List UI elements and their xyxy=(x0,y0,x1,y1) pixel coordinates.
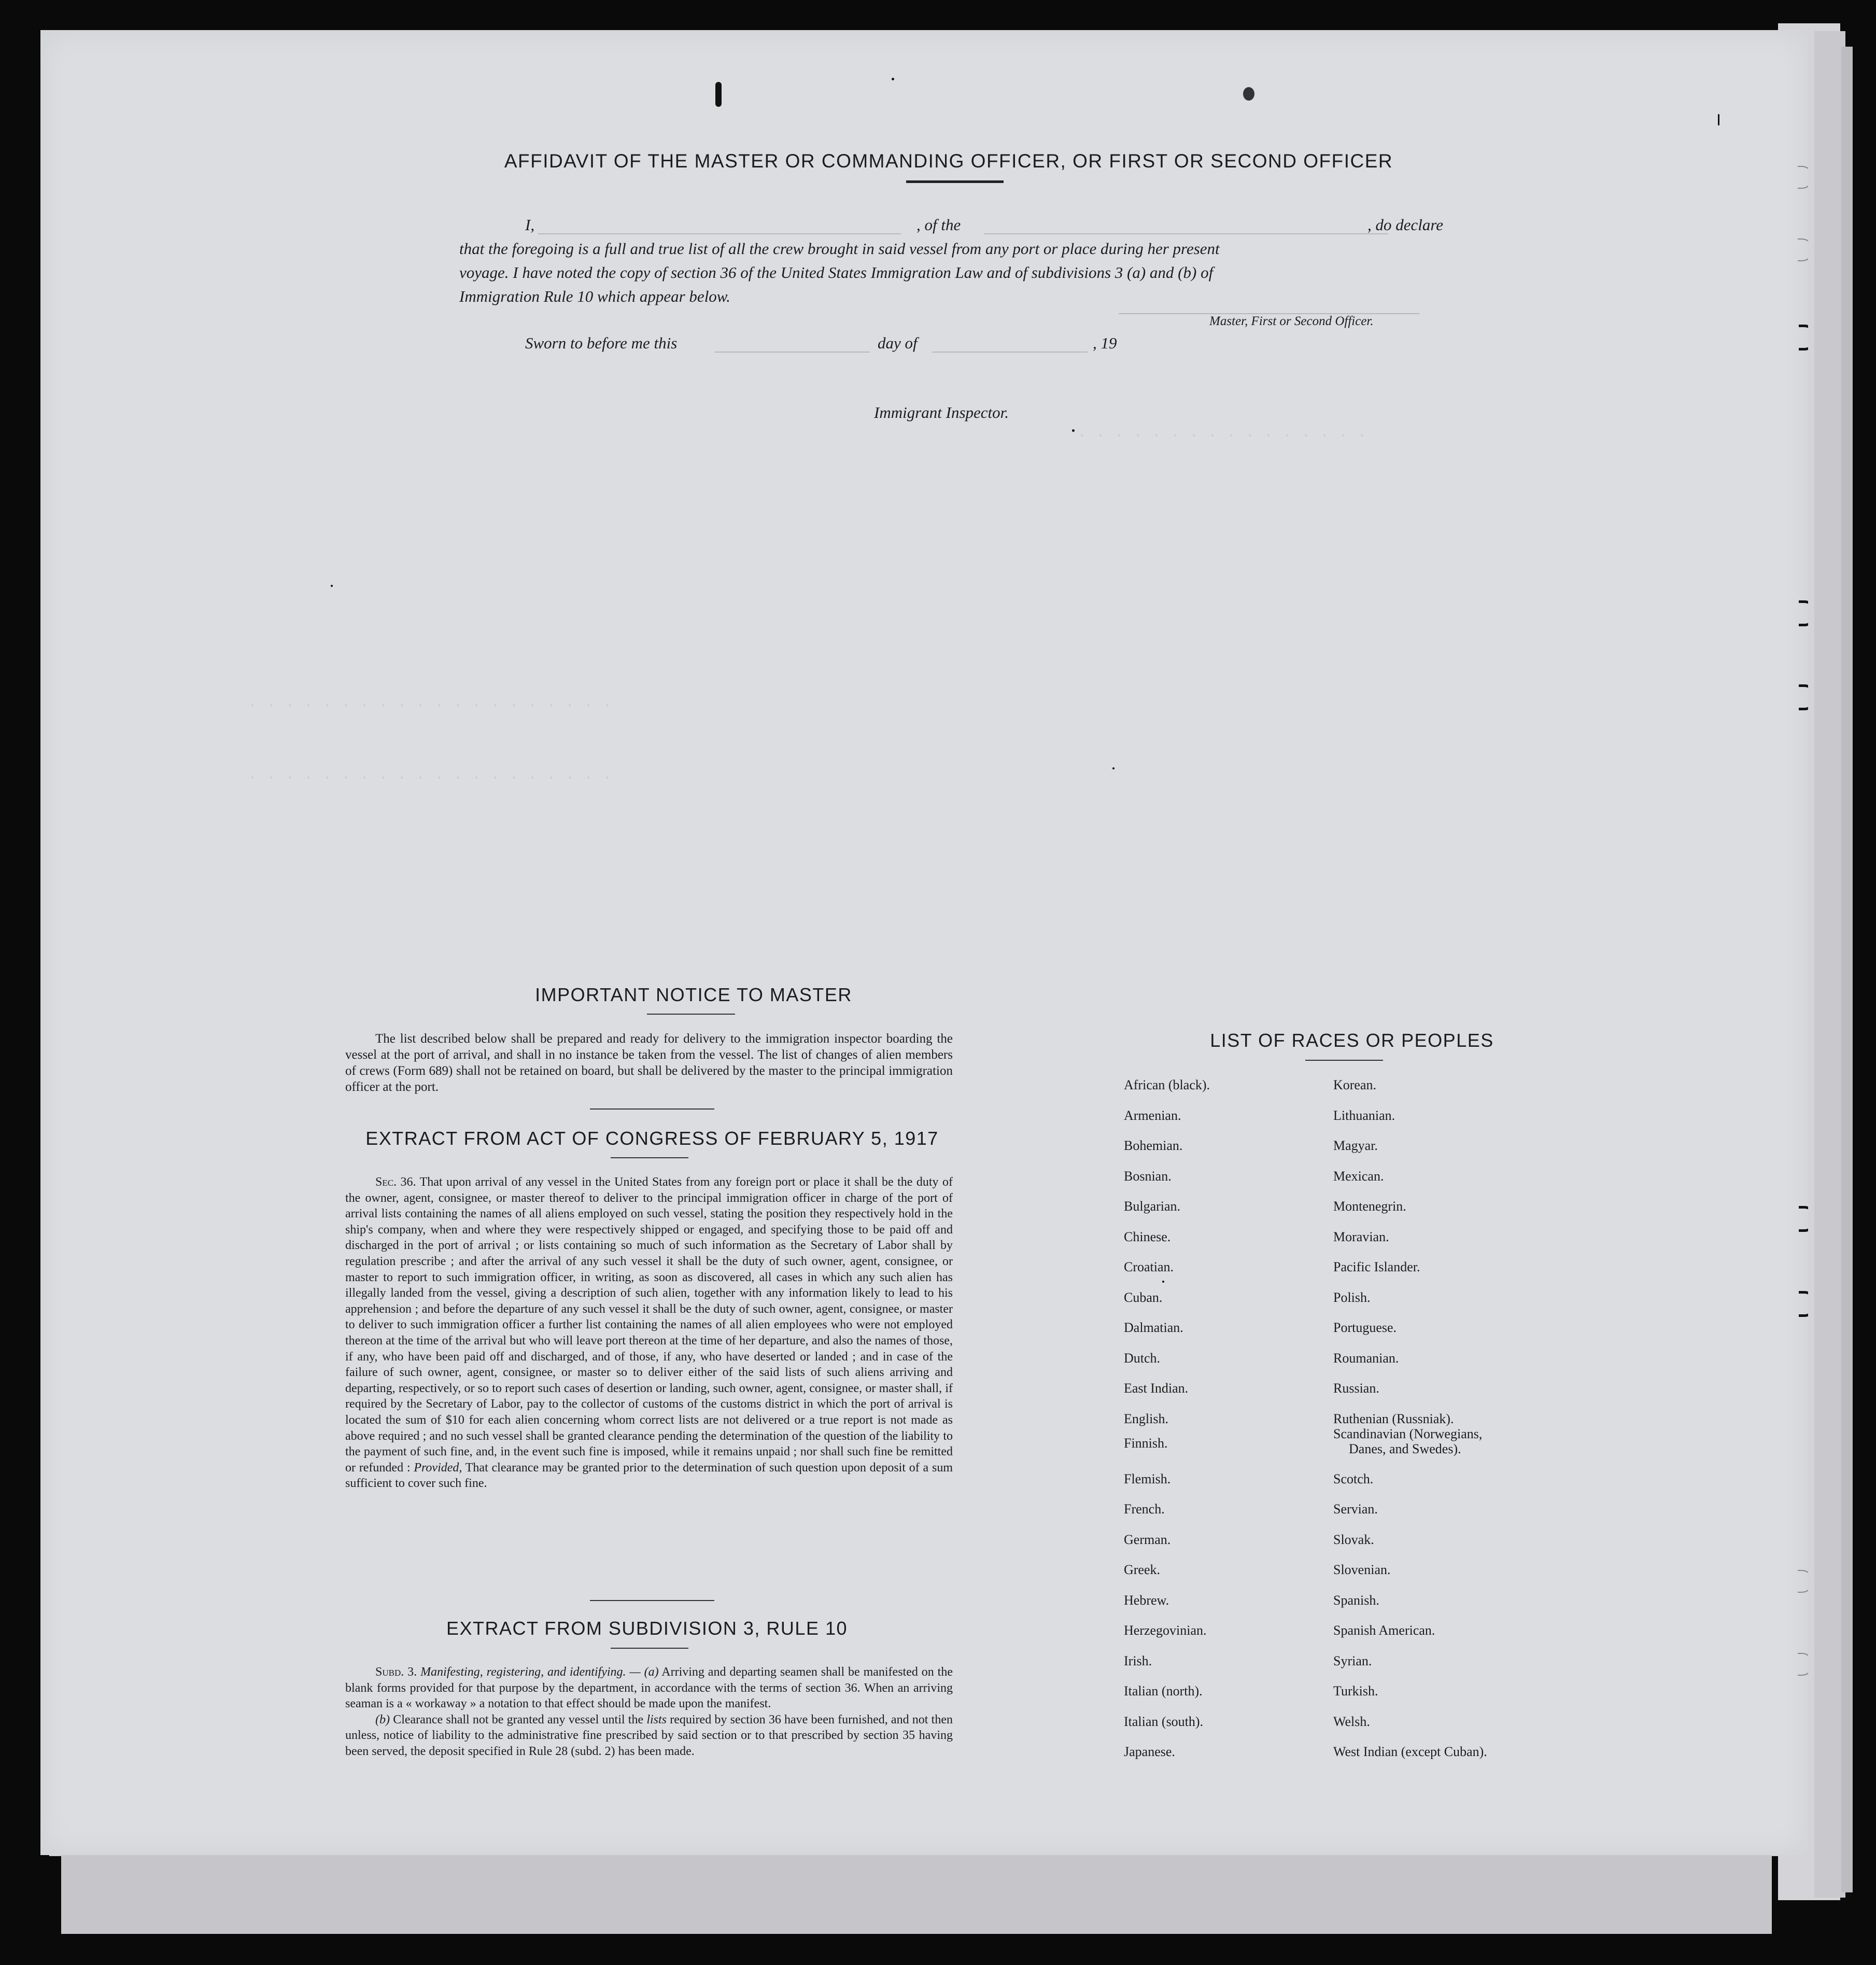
ink-speck xyxy=(1243,87,1254,101)
affidavit-do-declare: , do declare xyxy=(1367,216,1444,234)
master-signature-label: Master, First or Second Officer. xyxy=(1209,314,1374,328)
affidavit-i: I, xyxy=(525,216,535,234)
race-item: Armenian. xyxy=(1124,1108,1181,1123)
races-title-rule xyxy=(1305,1060,1383,1061)
race-item: Russian. xyxy=(1333,1381,1379,1396)
vessel-blank xyxy=(984,233,1388,234)
race-item: Bohemian. xyxy=(1124,1138,1183,1153)
subdivision-b-body-2: required by section 36 have been furnished, and not then unless, notice of liability to the administrative fine prescribed by said section or to that prescribed by section 35 having been served, the deposit specified in Rule 28 (subd. 2) has been made. xyxy=(345,1713,953,1758)
year-text: , 19 xyxy=(1093,334,1117,352)
affidavit-line-3: voyage. I have noted the copy of section 36 of the United States Immigration Law and of subdivisions 3 (a) and (b) of xyxy=(459,263,1214,282)
race-item: Cuban. xyxy=(1124,1290,1163,1305)
ink-speck xyxy=(1112,767,1115,769)
ink-speck xyxy=(892,78,894,80)
notice-title: IMPORTANT NOTICE TO MASTER xyxy=(535,984,852,1005)
subdivision-a-heading: Manifesting, registering, and identifying. — (a) xyxy=(420,1665,659,1679)
rule-10-extract-title: EXTRACT FROM SUBDIVISION 3, RULE 10 xyxy=(446,1618,848,1639)
race-item: Italian (south). xyxy=(1124,1714,1204,1729)
underlying-page-edge-right-2 xyxy=(1814,31,1845,1898)
race-item: Servian. xyxy=(1333,1501,1378,1517)
affidavit-of-the: , of the xyxy=(916,216,961,234)
notice-text: The list described below shall be prepared and ready for delivery to the immigration inspector boarding the vessel at the port of arrival, and shall in no instance be taken from the vessel. The list of changes of alien members of crews (Form 689) shall not be retained on board, but shall be delivered by the master to the principal immigration officer at the port. xyxy=(345,1032,953,1094)
binder-hole-mark xyxy=(1799,600,1808,626)
race-item: French. xyxy=(1124,1501,1165,1517)
sworn-month-blank xyxy=(932,352,1088,353)
subdivision-label: Subd. 3. xyxy=(375,1665,417,1679)
section-36-body: That upon arrival of any vessel in the United States from any foreign port or place it shall be the duty of the owner, agent, consignee, or master thereof to deliver to the principal immigration officer in charge of the port of arrival lists containing the names of all aliens employed on such vessel, stating the position they respectively hold in the ship's company, when and where they were respectively shipped or engaged, and specifying those to be paid off and discharged in the port of arrival ; or lists containing so much of such information as the Secretary of Labor shall by regulation prescribe ; and after the arrival of any such vessel it shall be the duty of such owner, agent, consignee, or master to report to such immigration officer, in writing, as soon as discovered, all cases in which any such alien has illegally landed from the vessel, giving a description of such alien, together with any information likely to lead to his apprehension ; and before the departure of any such vessel it shall be the duty of such owner, agent, consignee, or master to deliver to such immigration officer a further list containing the names of all alien employees who were not employed thereon at the time of the arrival but who will leave port thereon at the time of her departure, and also the names of those, if any, who have been paid off and discharged, and of those, if any, who have deserted or landed ; and in case of the failure of such owner, agent, consignee, or master so to deliver either of the said lists of such aliens arriving and departing, respectively, or so to report such cases of desertion or landing, such owner, agent, consignee, or master shall, if required by the Secretary of Labor, pay to the collector of customs of the customs district in which the port of arrival is located the sum of $10 for each alien concerning whom correct lists are not delivered or a true report is not made as above required ; and no such vessel shall be granted clearance pending the determination of the question of the liability to the payment of such fine, and, in the event such fine is imposed, while it remains unpaid ; nor shall such fine be remitted or refunded : xyxy=(345,1175,953,1475)
race-item: Montenegrin. xyxy=(1333,1199,1406,1214)
race-item: East Indian. xyxy=(1124,1381,1189,1396)
race-item: Pacific Islander. xyxy=(1333,1259,1420,1274)
race-item: Croatian. xyxy=(1124,1259,1174,1274)
race-item: Moravian. xyxy=(1333,1229,1389,1244)
affidavit-line-4: Immigration Rule 10 which appear below. xyxy=(459,287,730,305)
binder-hole-mark xyxy=(1799,325,1808,350)
race-item: Slovenian. xyxy=(1333,1562,1391,1577)
race-item: Italian (north). xyxy=(1124,1683,1203,1699)
binder-hole-mark xyxy=(1799,684,1808,710)
race-item: Bulgarian. xyxy=(1124,1199,1181,1214)
ink-speck xyxy=(715,82,722,107)
race-item: Dalmatian. xyxy=(1124,1320,1183,1335)
race-item: Roumanian. xyxy=(1333,1351,1399,1366)
subdivision-a xyxy=(345,1664,953,1712)
document-page: . . . . . . . . . . . . . . . . . . . . . . . . . . . . . . . . . . . . . . . . . . . . . . . . . . . . . . . . AFFIDAVIT OF THE MASTER OR COMMANDING OFFICER, OR FIRST OR SECOND OFFICER I, , of the , do declare that the foregoing is a full and true list of all the crew brought in said vessel from any port or place during her present voyage. I have noted the copy of section 36 of the United States Immigration Law and of subdivisions 3 (a) and (b) of Immigration Rule 10 which appear below. Master, First or Second Officer. Sworn to before me this day of , 19 Immigrant Inspector. IMPORTANT NOTICE TO MASTER The list described below shall be prepared and ready for delivery to the immigration inspector boarding the vessel at the port of arrival, and shall in no instance be taken from the vessel. The list of changes of alien members of crews (Form 689) shall not be retained on board, but shall be delivered by the master to the principal immigration officer at the port. EXTRACT FROM ACT OF CONGRESS OF FEBRUARY 5, 1917 Sec. 36. That upon arrival of any vessel in the United States from any foreign port or place it shall be the duty of the owner, agent, consignee, or master thereof to deliver to the principal immigration officer in charge of the port of arrival lists containing the names of all aliens employed on such vessel, stating the position they respectively hold in the ship's company, when and where they were respectively shipped or engaged, and specifying those to be paid off and discharged in the port of arrival ; or lists containing so much of such information as the Secretary of Labor shall by regulation prescribe ; and after the arrival of any such vessel it shall be the duty of such owner, agent, consignee, or master to report to such immigration officer, in writing, as soon as discovered, all cases in which any such alien has illegally landed from the vessel, giving a description of such alien, together with any information likely to lead to his apprehension ; and before the departure of any such vessel it shall be the duty of such owner, agent, consignee, or master to deliver to such immigration officer a further list containing the names of all alien employees who were not employed thereon at the time of the arrival but who will leave port thereon at the time of her departure, and also the names of those, if any, who have been paid off and discharged, and of those, if any, who have deserted or landed ; and in case of the failure of such owner, agent, consignee, or master so to deliver either of the said lists of such aliens arriving and departing, respectively, or so to report such cases of desertion or landing, such owner, agent, consignee, or master shall, if required by the Secretary of Labor, pay to the collector of customs of the customs district in which the port of arrival is located the sum of $10 for each alien concerning whom correct lists are not delivered or a true report is not made as above required ; and no such vessel shall be granted clearance pending the determination of the question of the liability to the payment of such fine, and, in the event such fine is imposed, while it remains unpaid ; nor shall such fine be remitted or refunded : Provided, That clearance may be granted prior to the determination of such question upon deposit of a sum sufficient to cover such fine. EXTRACT FROM SUBDIVISION 3, RULE 10 Subd. 3. Manifesting, registering, and identifying. — (a) Arriving and departing seamen shall be manifested on the blank forms provided for that purpose by the department, in accordance with the terms of section 36. When an arriving seaman is a « workaway » a notation to that effect should be made upon the manifest. (b) Clearance shall not be granted any vessel until the lists required by section 36 have been furnished, and not then unless, notice of liability to the administrative fine prescribed by said section or to that prescribed by section 35 having been served, the deposit specified in Rule 28 (subd. 2) has been made. LIST OF RACES OR PEOPLES African (black). Armenian. Bohemian. Bosnian. Bulgarian. Chinese. Croatian. Cuban. Dalmatian. Dutch. East Indian. English. Finnish. Flemish. French. German. Greek. Hebrew. Herzegovinian. Irish. Italian (north). Italian (south). Japanese. Korean. Lithuanian. Magyar. Mexican. Montenegrin. Moravian. Pacific Islander. Polish. Portuguese. Roumanian. Russian. Ruthenian (Russniak). Scandinavian (Norwegians, Danes, and Swedes). Scotch. Servian. Slovak. Slovenian. Spanish. Spanish American. Syrian. Turkish. Welsh. West Indian (except Cuban). xyxy=(40,30,1808,1855)
binder-hole-mark xyxy=(1799,1291,1808,1317)
subdivision-3-text xyxy=(345,1664,953,1760)
ink-speck xyxy=(1162,1281,1164,1283)
sworn-day-blank xyxy=(714,352,870,353)
race-item: Japanese. xyxy=(1124,1744,1175,1759)
race-item: Irish. xyxy=(1124,1653,1152,1668)
race-item: Portuguese. xyxy=(1333,1320,1397,1335)
binder-hole-mark xyxy=(1798,1570,1808,1593)
race-item: Spanish. xyxy=(1333,1593,1379,1608)
race-item: English. xyxy=(1124,1411,1168,1426)
race-item: African (black). xyxy=(1124,1077,1210,1092)
race-item: Syrian. xyxy=(1333,1653,1372,1668)
race-item: Scotch. xyxy=(1333,1471,1374,1486)
affidavit-title: AFFIDAVIT OF THE MASTER OR COMMANDING OFFICER, OR FIRST OR SECOND OFFICER xyxy=(504,150,1393,172)
act-extract-title: EXTRACT FROM ACT OF CONGRESS OF FEBRUARY 5, 1917 xyxy=(365,1128,939,1149)
ink-speck xyxy=(331,585,333,587)
race-item: Lithuanian. xyxy=(1333,1108,1395,1123)
act-divider xyxy=(590,1600,714,1601)
race-item: Greek. xyxy=(1124,1562,1161,1577)
subdivision-b-lists: lists xyxy=(646,1713,667,1727)
section-36-text xyxy=(345,1174,953,1492)
notice-divider xyxy=(590,1108,714,1110)
provided-word: Provided, xyxy=(414,1461,462,1475)
binder-hole-mark xyxy=(1798,166,1808,189)
rule-10-title-rule xyxy=(611,1648,688,1649)
race-item: Polish. xyxy=(1333,1290,1371,1305)
race-item: Turkish. xyxy=(1333,1683,1378,1699)
subdivision-a-body: Arriving and departing seamen shall be manifested on the blank forms provided for that purpose by the department, in accordance with the terms of section 36. When an arriving seaman is a « workaway » a notation to that effect should be made upon the manifest. xyxy=(345,1665,953,1711)
races-list-title: LIST OF RACES OR PEOPLES xyxy=(1210,1030,1494,1051)
race-item: Herzegovinian. xyxy=(1124,1623,1207,1638)
day-of-text: day of xyxy=(878,334,918,352)
race-item: Welsh. xyxy=(1333,1714,1370,1729)
race-item: West Indian (except Cuban). xyxy=(1333,1744,1487,1759)
sworn-text: Sworn to before me this xyxy=(525,334,678,352)
race-item: Bosnian. xyxy=(1124,1169,1172,1184)
race-item: Finnish. xyxy=(1124,1436,1168,1451)
subdivision-b-label: (b) xyxy=(375,1713,390,1727)
race-item: Hebrew. xyxy=(1124,1593,1169,1608)
race-item: Mexican. xyxy=(1333,1169,1384,1184)
race-item: Ruthenian (Russniak). xyxy=(1333,1411,1454,1426)
binder-hole-mark xyxy=(1798,238,1808,261)
subdivision-b xyxy=(345,1712,953,1760)
race-item: Spanish American. xyxy=(1333,1623,1435,1638)
race-item: Chinese. xyxy=(1124,1229,1171,1244)
notice-title-rule xyxy=(647,1014,735,1015)
race-item: Scandinavian (Norwegians, xyxy=(1333,1426,1483,1441)
act-title-rule xyxy=(611,1157,688,1158)
affidavit-line-2: that the foregoing is a full and true list of all the crew brought in said vessel from any port or place during her present xyxy=(459,240,1220,258)
title-underline xyxy=(906,180,1004,183)
race-item: Korean. xyxy=(1333,1077,1377,1092)
race-item: Slovak. xyxy=(1333,1532,1374,1547)
race-item: Magyar. xyxy=(1333,1138,1378,1153)
section-36-tail: That clearance may be granted prior to the determination of such question upon deposit of a sum sufficient to cover such fine. xyxy=(345,1461,953,1491)
underlying-page-edge-right-3 xyxy=(1841,47,1853,1892)
race-item: German. xyxy=(1124,1532,1171,1547)
subdivision-b-body-1: Clearance shall not be granted any vessel until the xyxy=(393,1713,644,1727)
race-item: Dutch. xyxy=(1124,1351,1161,1366)
race-item: Flemish. xyxy=(1124,1471,1171,1486)
race-item: Danes, and Swedes). xyxy=(1349,1441,1461,1456)
ink-speck xyxy=(1718,114,1719,125)
binder-hole-mark xyxy=(1799,1206,1808,1232)
ink-speck xyxy=(1072,429,1075,432)
section-36-label: Sec. 36. xyxy=(375,1175,416,1189)
immigrant-inspector-label: Immigrant Inspector. xyxy=(874,403,1009,422)
binder-hole-mark xyxy=(1798,1653,1808,1676)
name-blank xyxy=(538,233,901,234)
